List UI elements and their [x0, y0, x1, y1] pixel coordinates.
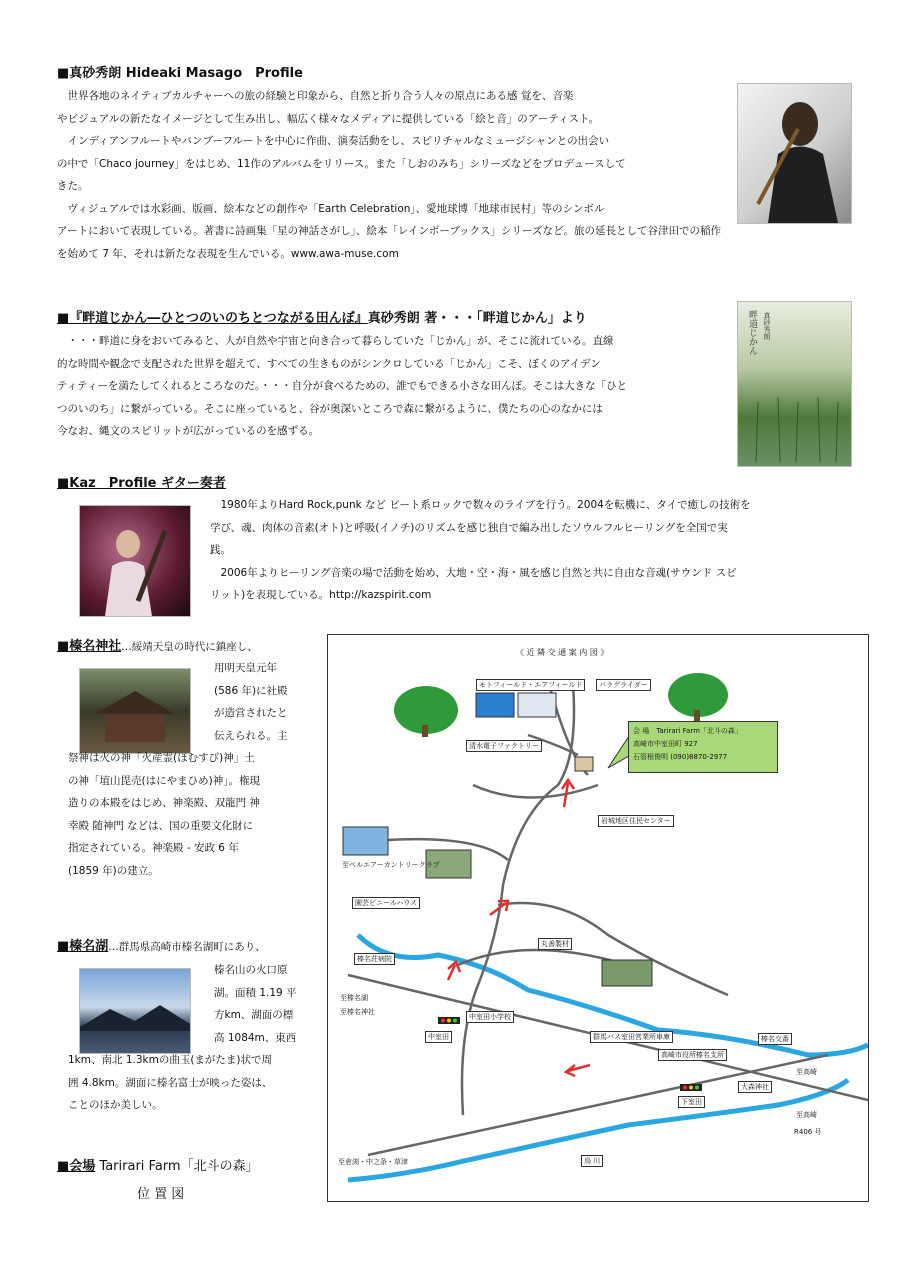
masago-heading: ■真砂秀朗 Hideaki Masago Profile — [57, 66, 303, 81]
venue-callout-address: 高崎市中室田町 927 — [633, 740, 698, 748]
text-line: ・・・畔道に身をおいてみると、人が自然や宇宙と向き合って暮らしていた「じかん」が、そこに流れている。直線 — [57, 335, 614, 347]
text-line: 方km、湖面の標 — [214, 1009, 294, 1021]
lake-photo — [79, 968, 191, 1054]
access-map — [327, 634, 869, 1202]
text-line: を始めて 7 年、それは新たな表現を生んでいる。www.awa-muse.com — [57, 247, 399, 260]
venue-callout-title: 会 場 Tarirari Farm「北斗の森」 — [633, 727, 742, 735]
text-line: やビジュアルの新たなイメージとして生み出し、幅広く様々なメディアに提供している「絵と音」のアーティスト。 — [57, 112, 600, 125]
label-paraglider: パラグライダー — [596, 679, 651, 691]
kaz-heading — [57, 472, 226, 491]
text-line: 高 1084m、東西 — [214, 1031, 297, 1044]
masago-photo — [737, 83, 852, 224]
text-line: …綏靖天皇の時代に鎮座し、 — [121, 641, 258, 653]
book-cover — [737, 301, 852, 467]
text-line: インディアンフルートやバンブーフルートを中心に作曲、演奏活動をし、スピリチャルなミュージシャンとの出会い — [57, 135, 610, 147]
label-shimizu: 清水電子ファクトリー — [466, 740, 542, 752]
text-line: の中で「Chaco journey」をはじめ、11作のアルバムをリリース。また「しおのみち」シリーズなどをプロデュースして — [57, 157, 626, 170]
label-country-club: 至ベルエアーカントリークラブ — [342, 861, 440, 869]
label-school: 中室田小学校 — [466, 1011, 514, 1023]
lake-title: ■榛名湖 — [57, 939, 109, 954]
shrine-image — [80, 669, 190, 753]
text-line: 学び、魂、肉体の音素(オト)と呼吸(イノチ)のリズムを感じ独自で編み出したソウルフルヒーリングを全国で実 — [210, 521, 728, 534]
label-to-takasaki: 至高崎 — [796, 1111, 817, 1119]
text-line: きた。 — [57, 180, 89, 192]
text-line: 1km、南北 1.3kmの曲玉(まがたま)状で周 — [68, 1054, 273, 1066]
lake-image — [80, 969, 190, 1053]
text-line: 造りの本殿をはじめ、神楽殿、双龍門 神 — [68, 797, 260, 809]
text-line: 湖。面積 1.19 平 — [214, 986, 297, 999]
text-line: つのいのち」に繋がっている。そこに座っていると、谷が奥深いところで森に繋がるように、僕たちの心のなかには — [57, 402, 603, 415]
text-line: アートにおいて表現している。著書に詩画集「星の神話さがし」、絵本「レインボーブックス」シリーズなど。旅の延長として谷津田での稲作 — [57, 225, 722, 237]
shrine-photo — [79, 668, 191, 754]
map-drawing — [328, 635, 868, 1201]
cover-author: 真砂秀朗 — [763, 312, 771, 340]
label-to-takasaki: 至高崎 — [796, 1068, 817, 1076]
label-city-office: 高崎市役所榛名支所 — [658, 1049, 727, 1061]
text-line: ティティーを満たしてくれるところなのだ。・・・自分が食べるための、誰でもできる小さな田んぼ。そこは大きな「ひと — [57, 380, 628, 392]
label-maruzen: 丸善製材 — [538, 938, 572, 950]
lake-heading — [57, 935, 266, 954]
venue-callout-phone: 石管根俊明 (090)8870-2977 — [633, 753, 728, 761]
map-title: 《 近 隣 交 通 案 内 図 》 — [516, 648, 609, 657]
text-line: 囲 4.8km。湖面に榛名富士が映った姿は、 — [68, 1076, 273, 1089]
text-line: が造営されたと — [214, 707, 288, 719]
label-shrine: 大森神社 — [738, 1081, 772, 1093]
text-line: 指定されている。神楽殿 - 安政 6 年 — [68, 842, 239, 854]
label-to-shrine: 至榛名神社 — [340, 1008, 375, 1016]
venue-heading — [57, 1155, 259, 1174]
masago-text — [57, 85, 722, 265]
book-author: 真砂秀朗 著・・・「畔道じかん」より — [367, 311, 587, 326]
book-text — [57, 330, 727, 443]
venue-sub: 位 置 図 — [137, 1187, 185, 1202]
text-line: の神「埴山毘売(はにやまひめ)神」。権現 — [68, 774, 260, 787]
kaz-text — [210, 494, 860, 607]
shrine-text — [68, 747, 328, 882]
text-line: 践。 — [210, 544, 231, 556]
cover-title: 畔道じかん — [747, 310, 757, 355]
text-line: ことのほか美しい。 — [68, 1099, 163, 1111]
text-line: 伝えられる。主 — [214, 729, 288, 742]
guitarist-image — [80, 506, 190, 616]
label-greenhouse: 園芸ビニールハウス — [352, 897, 420, 909]
text-line: 祭神は火の神「火産霊(ほむすび)神」土 — [68, 752, 255, 764]
label-nakamurota: 中室田 — [425, 1031, 452, 1043]
road-lower — [368, 1055, 828, 1155]
label-river: 烏 川 — [581, 1155, 603, 1167]
label-hospital: 榛名荘病院 — [354, 953, 395, 965]
kaz-photo — [79, 505, 191, 617]
flute-player-image — [738, 84, 851, 223]
shrine-heading — [57, 635, 258, 654]
venue-callout — [628, 721, 778, 773]
venue-name: Tarirari Farm「北斗の森」 — [95, 1159, 259, 1174]
shrine-title: ■榛名神社 — [57, 639, 122, 654]
text-line: (1859 年)の建立。 — [68, 864, 159, 877]
book-heading — [57, 307, 587, 326]
label-r406: R406 号 — [794, 1128, 822, 1136]
kaz-title: ■Kaz Profile ギター奏者 — [57, 476, 226, 491]
label-iwaki: 岩城地区住民センター — [598, 815, 674, 827]
label-airfield: モトフィールド・エアフィールド — [476, 679, 585, 691]
text-line: 今なお、縄文のスピリットが広がっているのを感ずる。 — [57, 425, 320, 437]
text-line: 1980年よりHard Rock,punk など ビート系ロックで数々のライブを行う。2004を転機に、タイで癒しの技術を — [210, 499, 751, 511]
label-to-kurabuchi: 至倉渕・中之条・草津 — [338, 1158, 408, 1166]
text-line: (586 年)に社殿 — [214, 684, 288, 697]
text-line: リット)を表現している。http://kazspirit.com — [210, 589, 432, 601]
book-title: ■『畔道じかん―ひとつのいのちとつながる田んぼ』 — [57, 311, 368, 326]
text-line: ヴィジュアルでは水彩画、版画、絵本などの創作や「Earth Celebration」、愛地球博「地球市民村」等のシンボル — [57, 202, 605, 215]
text-line: …群馬県高崎市榛名湖町にあり、 — [108, 941, 266, 953]
text-line: 世界各地のネイティブカルチャーへの旅の経験と印象から、自然と折り合う人々の原点にある感 覚を、音楽 — [57, 90, 574, 102]
label-shimomurota: 下室田 — [678, 1096, 705, 1108]
label-to-lake: 至榛名湖 — [340, 994, 368, 1002]
venue-title: ■会場 — [57, 1159, 96, 1174]
text-line: 用明天皇元年 — [214, 662, 277, 674]
shrine-text-side — [214, 657, 324, 747]
rice-field-image — [738, 302, 851, 466]
text-line: 幸殿 随神門 などは、国の重要文化財に — [68, 819, 254, 832]
text-line: 榛名山の火口原 — [214, 964, 288, 976]
text-line: 2006年よりヒーリング音楽の場で活動を始め、大地・空・海・風を感じ自然と共に自由な音魂(サウンド スピ — [210, 566, 737, 579]
road-mid — [473, 785, 598, 798]
label-bus-depot: 群馬バス室田営業所車庫 — [590, 1031, 673, 1043]
lake-text — [68, 1049, 328, 1117]
label-police-box: 榛名交番 — [758, 1033, 792, 1045]
lake-text-side — [214, 959, 324, 1049]
text-line: 的な時間や観念で支配された世界を超えて、すべての生きものがシンクロしている「じかん」こそ、ぼくのアイデン — [57, 357, 601, 370]
